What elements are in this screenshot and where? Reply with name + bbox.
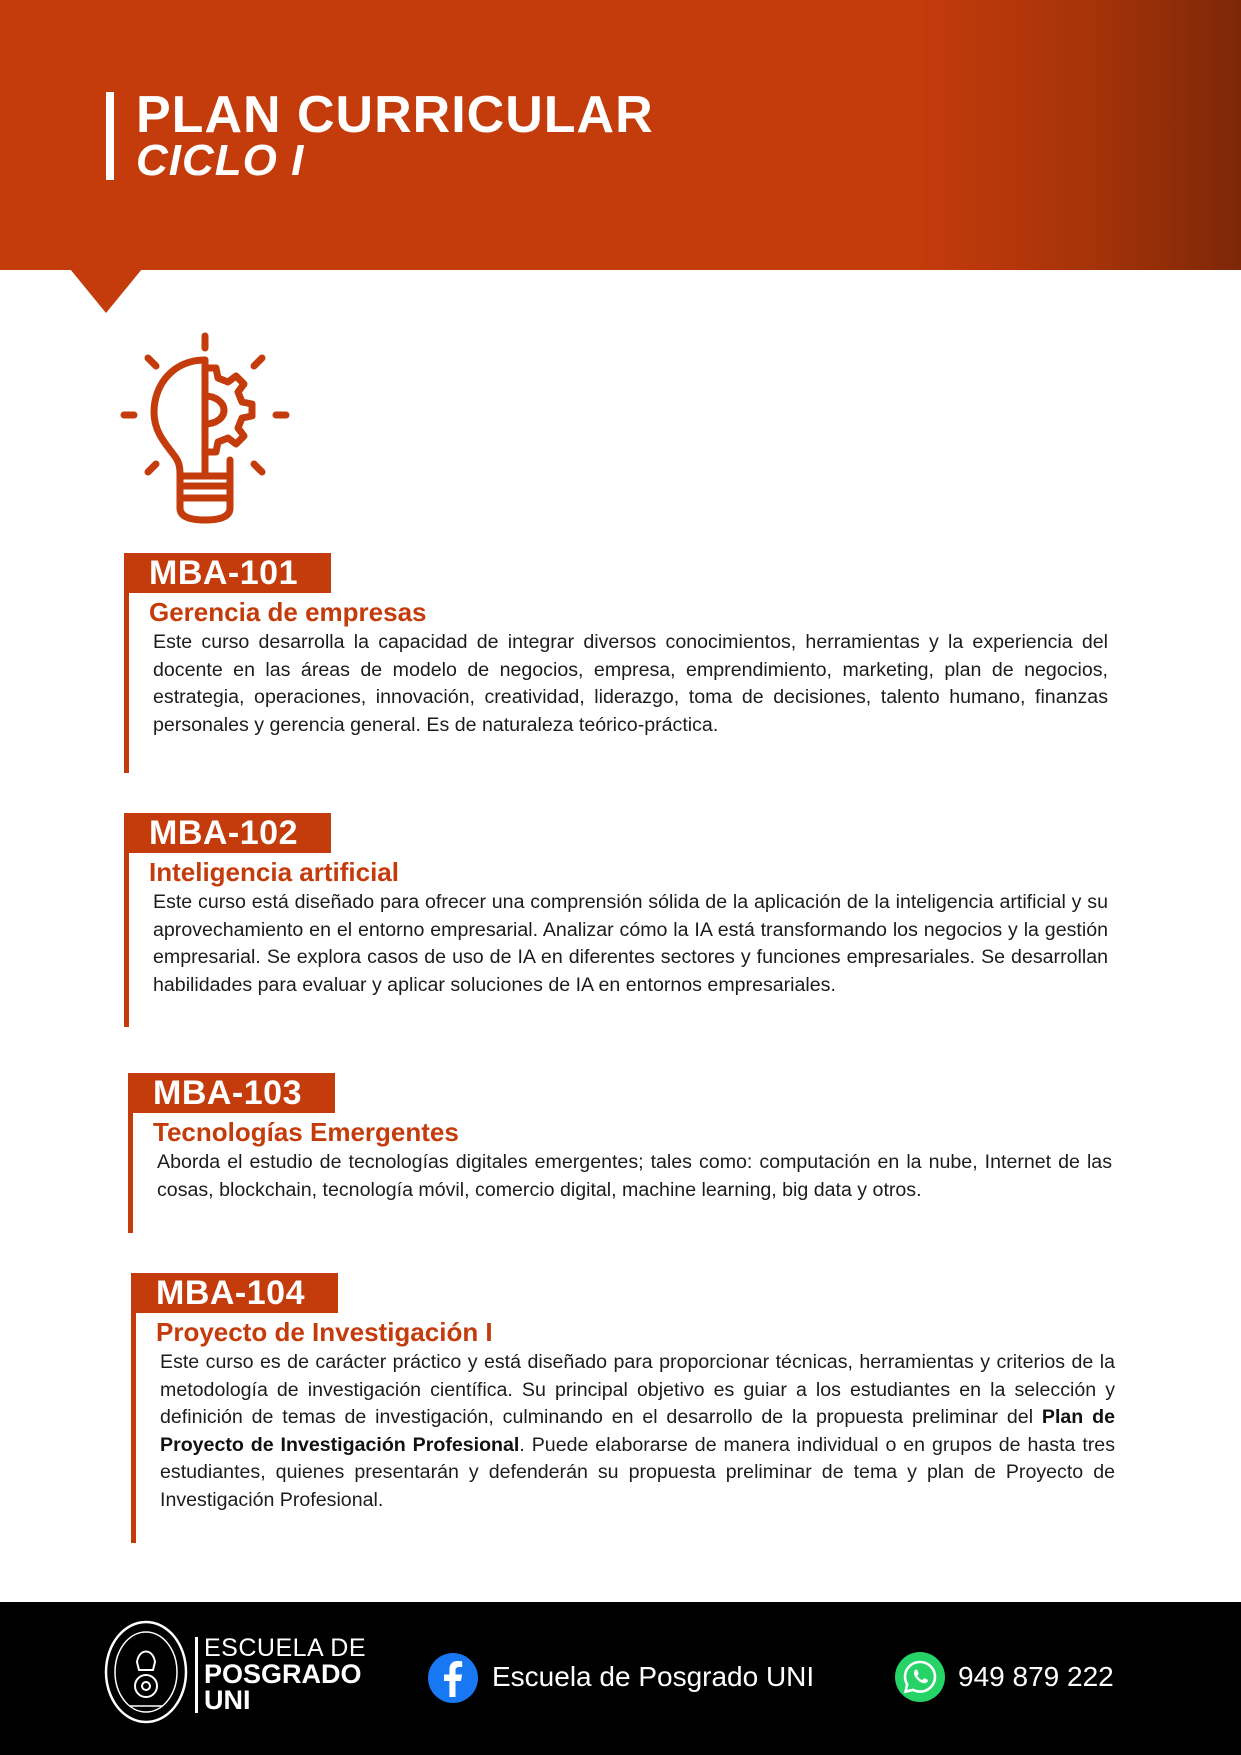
course-card	[124, 813, 1124, 1027]
course-name: Tecnologías Emergentes	[153, 1117, 459, 1147]
facebook-icon[interactable]	[428, 1653, 478, 1703]
course-name: Inteligencia artificial	[149, 857, 399, 887]
page-subtitle: CICLO I	[136, 136, 305, 185]
course-code: MBA-104	[156, 1274, 305, 1312]
school-logo-text: UNI	[204, 1685, 251, 1715]
course-description: Este curso desarrolla la capacidad de integrar diversos conocimientos, herramientas y la experiencia del docente en las áreas de modelo de negocios, empresa, emprendimiento, marketing, plan de negocios, estrategia, operaciones, innovación, creatividad, liderazgo, toma de decisiones, talento humano, finanzas personales y gerencia general. Es de naturaleza teórico-práctica.	[153, 631, 1108, 736]
course-description	[160, 1349, 1115, 1515]
course-code-badge	[128, 1073, 335, 1113]
description-text: Este curso es de carácter práctico y está diseñado para proporcionar técnicas, herramientas y criterios de la metodología de investigación científica. Su principal objetivo es guiar a los estudiantes en la selección y definición de temas de investigación, culminando en el desarrollo de la propuesta preliminar del	[160, 1351, 1115, 1429]
course-card	[124, 553, 1124, 773]
phone-number[interactable]: 949 879 222	[958, 1661, 1114, 1692]
course-code-badge	[131, 1273, 338, 1313]
page-title: PLAN CURRICULAR	[136, 86, 654, 144]
course-name: Proyecto de Investigación I	[156, 1317, 493, 1347]
university-seal-icon	[103, 1618, 189, 1726]
whatsapp-icon[interactable]	[895, 1652, 945, 1702]
course-card	[128, 1073, 1128, 1233]
course-accent-line	[131, 1273, 136, 1543]
title-accent-bar	[106, 92, 114, 180]
course-description: Este curso está diseñado para ofrecer una comprensión sólida de la aplicación de la inteligencia artificial y su aprovechamiento en el entorno empresarial. Analizar cómo la IA está transformando los negocios y la gestión empresarial. Se explora casos de uso de IA en diferentes sectores y funciones empresariales. Se desarrollan habilidades para evaluar y aplicar soluciones de IA en entornos empresariales.	[153, 891, 1108, 996]
course-code: MBA-102	[149, 814, 298, 852]
course-name: Gerencia de empresas	[149, 597, 427, 627]
course-code-badge	[124, 553, 331, 593]
course-card	[131, 1273, 1131, 1543]
course-code: MBA-101	[149, 554, 298, 592]
facebook-link[interactable]: Escuela de Posgrado UNI	[492, 1661, 815, 1692]
course-code-badge	[124, 813, 331, 853]
school-logo-text: POSGRADO	[204, 1659, 362, 1689]
course-description: Aborda el estudio de tecnologías digitales emergentes; tales como: computación en la nube, Internet de las cosas, blockchain, tecnología móvil, comercio digital, machine learning, big data y otros.	[157, 1151, 1112, 1201]
course-code: MBA-103	[153, 1074, 302, 1112]
header-pointer	[70, 269, 142, 313]
lightbulb-gear-icon	[118, 330, 292, 526]
description-text: . Puede elaborarse de manera individual o en grupos de hasta tres estudiantes, quienes presentarán y defenderán su propuesta preliminar de tema y plan de Proyecto de Investigación Profesional.	[160, 1433, 1115, 1511]
logo-divider	[195, 1637, 198, 1713]
school-logo-text: ESCUELA DE	[204, 1634, 367, 1662]
description-highlight: Plan de Proyecto de Investigación Profesional	[160, 1406, 1115, 1456]
